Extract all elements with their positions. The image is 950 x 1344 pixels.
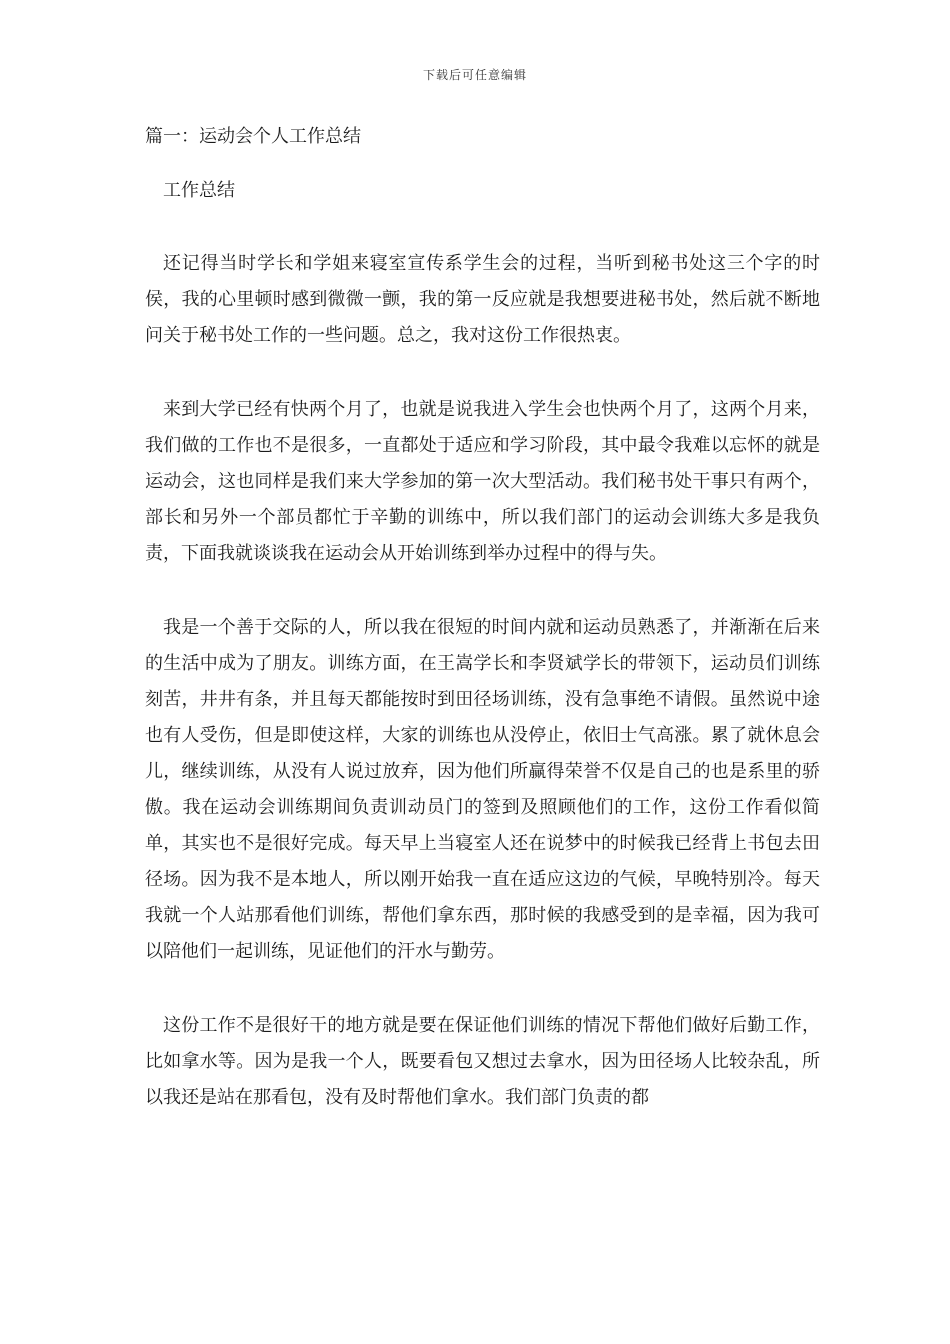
- paragraph-4: 这份工作不是很好干的地方就是要在保证他们训练的情况下帮他们做好后勤工作，比如拿水等。因为是我一个人，既要看包又想过去拿水，因为田径场人比较杂乱，所以我还是站在那看包，没有及时帮他们拿水。我们部门负责的都: [145, 1015, 820, 1108]
- paragraph-2: 来到大学已经有快两个月了，也就是说我进入学生会也快两个月了，这两个月来，我们做的工作也不是很多，一直都处于适应和学习阶段，其中最令我难以忘怀的就是运动会，这也同样是我们来大学参加的第一次大型活动。我们秘书处干事只有两个，部长和另外一个部员都忙于辛勤的训练中，所以我们部门的运动会训练大多是我负责，下面我就谈谈我在运动会从开始训练到举办过程中的得与失。: [145, 399, 820, 564]
- header-note: 下载后可任意编辑: [422, 68, 527, 82]
- paragraph-1: 还记得当时学长和学姐来寝室宣传系学生会的过程，当听到秘书处这三个字的时侯，我的心里顿时感到微微一颤，我的第一反应就是我想要进秘书处，然后就不断地问关于秘书处工作的一些问题。总之，我对这份工作很热衷。: [145, 253, 820, 346]
- document-title: 篇一：运动会个人工作总结: [145, 126, 361, 147]
- section-heading: 工作总结: [163, 180, 235, 201]
- paragraph-3: 我是一个善于交际的人，所以我在很短的时间内就和运动员熟悉了，并渐渐在后来的生活中成为了朋友。训练方面，在王嵩学长和李贤斌学长的带领下，运动员们训练刻苦，井井有条，并且每天都能按时到田径场训练，没有急事绝不请假。虽然说中途也有人受伤，但是即使这样，大家的训练也从没停止，依旧士气高涨。累了就休息会儿，继续训练，从没有人说过放弃，因为他们所赢得荣誉不仅是自己的也是系里的骄傲。我在运动会训练期间负责训动员门的签到及照顾他们的工作，这份工作看似简单，其实也不是很好完成。每天早上当寝室人还在说梦中的时候我已经背上书包去田径场。因为我不是本地人，所以刚开始我一直在适应这边的气候，早晚特别冷。每天我就一个人站那看他们训练，帮他们拿东西，那时候的我感受到的是幸福，因为我可以陪他们一起训练，见证他们的汗水与勤劳。: [145, 617, 820, 962]
- document-body: [145, 122, 820, 1154]
